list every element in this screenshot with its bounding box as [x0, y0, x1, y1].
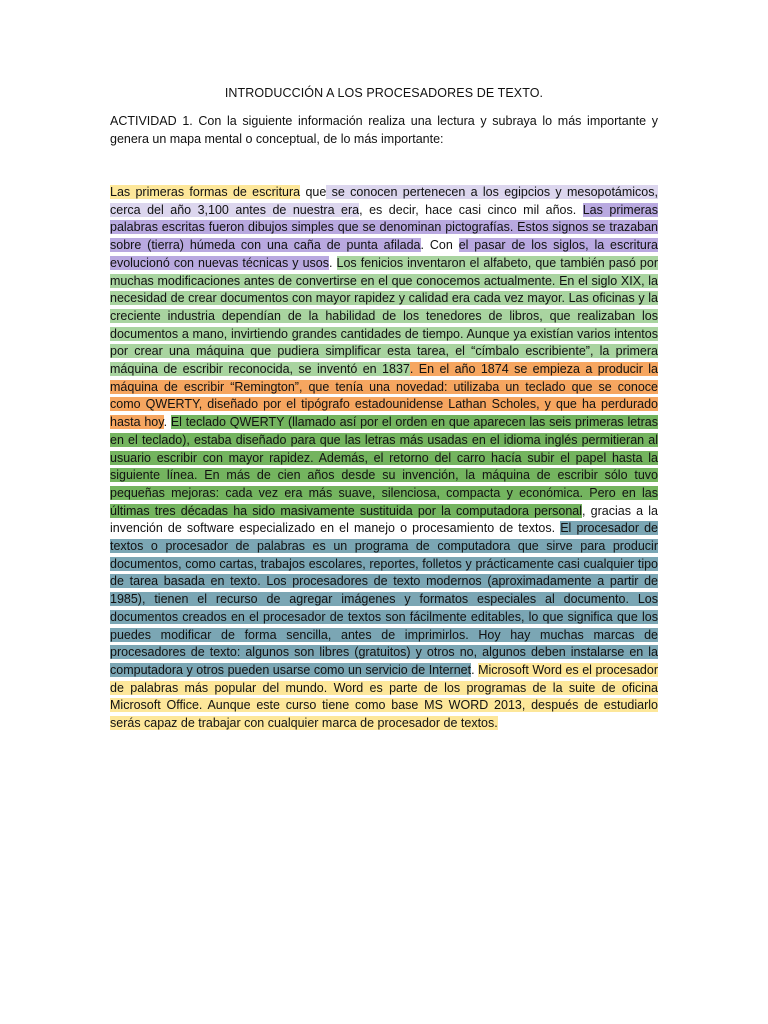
text-segment: . En el año 1874 se empieza a producir la máquina de escribir “Remington”, que tenía una novedad: utilizaba un teclado que se conoce como QWERTY, diseñado por el tipógrafo estadounidense Lathan Scholes, y que ha perdurado hasta hoy [110, 362, 658, 430]
text-segment: Los fenicios inventaron el alfabeto, que también pasó por muchas modificaciones antes de convertirse en el que conocemos actualmente. En el siglo XIX, la necesidad de crear documentos con mayor rapidez y calidad era cada vez mayor. Las oficinas y la creciente industria dependían de la habilidad de los tenedores de libros, que realizaban los documentos a mano, invirtiendo grandes cantidades de tiempo. Aunque ya existían varios intentos por crear una máquina que pudiera simplificar esta tarea, el “címbalo escribiente”, la primera máquina de escribir reconocida, se inventó en 1837 [110, 255, 658, 377]
text-segment: Microsoft Word es el procesador de palabras más popular del mundo. Word es parte de los programas de la suite de oficina Microsoft Office. Aunque este curso tiene como base MS WORD 2013, después de estudiarlo serás capaz de trabajar con cualquier marca de procesador de textos. [110, 662, 658, 731]
text-segment: . Con [420, 238, 459, 253]
document-title: INTRODUCCIÓN A LOS PROCESADORES DE TEXTO. [224, 86, 544, 100]
text-segment: Las primeras formas de escritura [110, 185, 301, 199]
text-segment: . [163, 415, 171, 430]
activity-instructions: ACTIVIDAD 1. Con la siguiente información realiza una lectura y subraya lo más importante y genera un mapa mental o conceptual, de lo más importante: [110, 114, 658, 146]
text-segment: El procesador de textos o procesador de palabras es un programa de computadora que sirve para producir documentos, como cartas, trabajos escolares, reportes, folletos y prácticamente casi cualquier tipo de tarea basada en texto. Los procesadores de texto modernos (aproximadamente a partir de 1985), tienen el recurso de agregar imágenes y formatos especiales al documento. Los documentos creados en el procesador de textos son fácilmente editables, lo que significa que los puedes modificar de forma sencilla, antes de imprimirlos. Hoy hay muchas marcas de procesadores de texto: algunos son libres (gratuitos) y otros no, algunos deben instalarse en la computadora y otros pueden usarse como un servicio de Internet [110, 521, 658, 677]
text-segment: , gracias a la invención de software especializado en el manejo o procesamiento de textos. [110, 503, 658, 536]
text-segment: . [471, 662, 479, 677]
text-segment: el pasar de los siglos, la escritura evolucionó con nuevas técnicas y usos [110, 238, 658, 270]
text-segment: que [300, 185, 327, 199]
highlighted-paragraph [110, 184, 658, 733]
text-segment: se conocen pertenecen a los egipcios y mesopotámicos, cerca del año 3,100 antes de nuestra era [110, 185, 658, 217]
text-segment: , es decir, hace casi cinco mil años. [359, 202, 583, 217]
text-segment: El teclado QWERTY (llamado así por el orden en que aparecen las seis primeras letras en el teclado), estaba diseñado para que las letras más usadas en el idioma inglés permitieran al usuario escribir con mayor rapidez. Además, el retorno del carro hacía subir el papel hasta la siguiente línea. En más de cien años desde su invención, la máquina de escribir sólo tuvo pequeñas mejoras: cada vez era más suave, silenciosa, compacta y económica. Pero en las últimas tres décadas ha sido masivamente sustituida por la computadora personal [110, 415, 659, 518]
text-segment: Las primeras palabras escritas fueron dibujos simples que se denominan pictografías. Estos signos se trazaban sobre (tierra) húmeda con una caña de punta afilada [110, 202, 659, 253]
text-segment: . [328, 255, 337, 270]
